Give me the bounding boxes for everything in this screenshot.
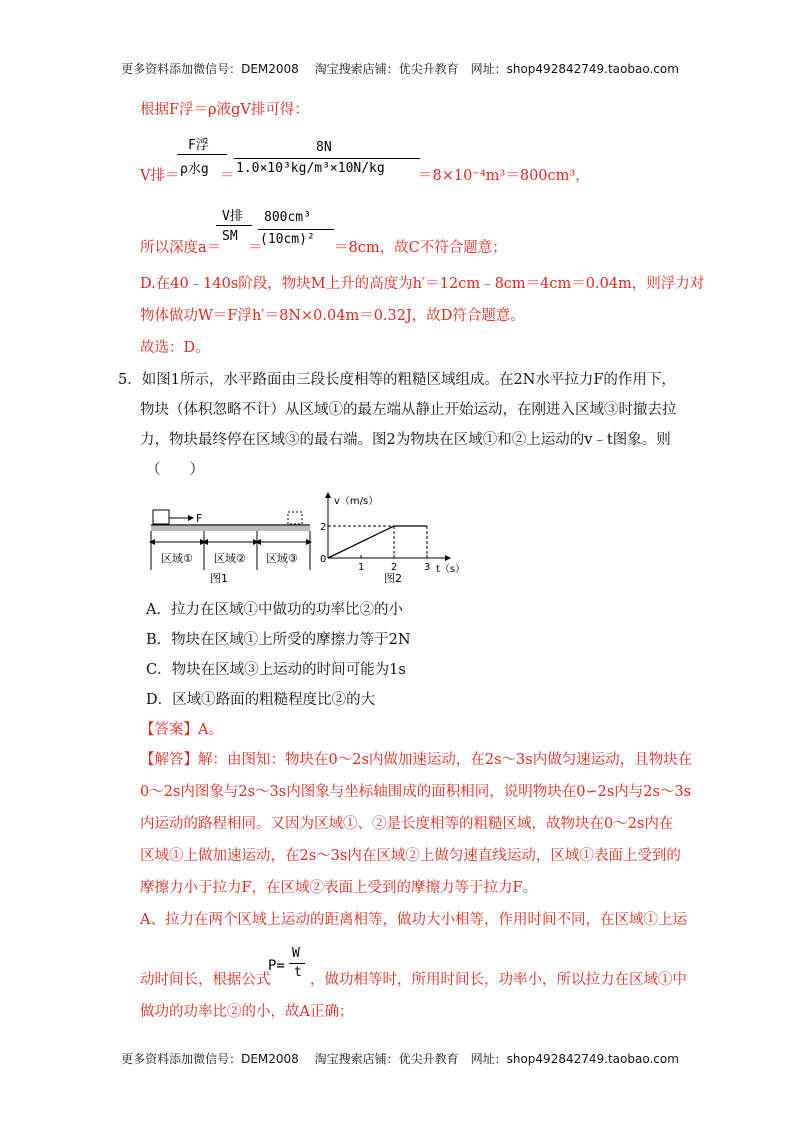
analysis-line-3: 内运动的路程相同。又因为区域①、②是长度相等的粗糙区域，故物块在0～2s内在 [140, 816, 674, 832]
x-tick-label: 2 [391, 562, 398, 573]
option-d-analysis-1: D.在40﹣140s阶段，物块M上升的高度为h′＝12cm﹣8cm＝4cm＝0.04m，则浮力对 [140, 276, 705, 292]
equals-sign-2: ＝ [248, 240, 263, 256]
zone-2-label: 区域② [214, 552, 246, 565]
frac1-denominator: ρ水g [180, 162, 209, 177]
frac1-numerator: F浮 [188, 138, 209, 153]
frac3-bar [216, 225, 252, 226]
analysis-line-6: A、拉力在两个区域上运动的距离相等，做功大小相等，作用时间不同，在区域①上运 [140, 912, 687, 928]
answer-label: 【答案】A。 [140, 722, 223, 738]
x-axis-arrow [445, 555, 451, 561]
q5-line-2: 物块（体积忽略不计）从区域①的最左端从静止开始运动，在刚进入区域③时撤去拉 [140, 402, 677, 418]
frac2-numerator: 8N [316, 140, 332, 155]
solution-line-buoyancy: 根据F浮＝ρ液gV排可得： [140, 102, 309, 118]
q5-line-1: 5．如图1所示，水平路面由三段长度相等的粗糙区域组成。在2N水平拉力F的作用下， [118, 372, 676, 388]
frac2-denominator: 1.0×10³kg/m³×10N/kg [236, 161, 385, 176]
vt-series-line [328, 526, 427, 558]
frac3-numerator: V排 [222, 209, 243, 224]
force-arrow [188, 515, 194, 521]
option-c: C．物块在区域③上运动的时间可能为1s [146, 662, 406, 678]
q5-blank: （ ） [146, 462, 204, 478]
y-axis-arrow [325, 492, 331, 498]
y-axis-label: v（m/s） [334, 496, 379, 507]
page-footer: 更多资料添加微信号：DEM2008 淘宝搜索店铺：优尖升教育 网址：shop492842749.taobao.com [121, 1052, 679, 1066]
analysis-line-5: 摩擦力小于拉力F，在区域②表面上受到的摩擦力等于拉力F。 [140, 880, 538, 896]
frac1-bar [177, 154, 227, 155]
origin-label: 0 [320, 554, 327, 565]
option-b: B．物块在区域①上所受的摩擦力等于2N [146, 632, 411, 648]
option-d: D．区域①路面的粗糙程度比②的大 [146, 692, 376, 708]
volume-result: ＝8×10⁻⁴m³＝800cm³， [418, 168, 590, 184]
force-label: F [196, 512, 203, 525]
analysis-line-2: 0～2s内图象与2s～3s内图象与坐标轴围成的面积相同，说明物块在0∽2s内与2s～3s [140, 784, 692, 800]
formula-p: P= [268, 958, 285, 974]
figure-2-caption: 图2 [384, 572, 402, 585]
analysis-line-1: 【解答】解：由图知：物块在0～2s内做加速运动，在2s～3s内做匀速运动，且物块在 [140, 752, 693, 768]
formula-denominator: t [294, 965, 302, 980]
figure-area [148, 490, 478, 590]
x-axis-label: t（s） [436, 564, 466, 575]
formula-bar [289, 963, 305, 964]
x-tick-label: 1 [358, 562, 365, 573]
depth-label: 所以深度a＝ [140, 240, 222, 256]
frac4-numerator: 800cm³ [264, 210, 311, 225]
v-label: V排＝ [140, 168, 180, 184]
figure-2-vt-graph [320, 492, 465, 585]
y-tick-label: 2 [320, 522, 327, 533]
zone-1-label: 区域① [161, 552, 193, 565]
q5-line-3: 力，物块最终停在区域③的最右端。图2为物块在区域①和②上运动的v﹣t图象。则 [140, 432, 671, 448]
option-d-analysis-2: 物体做功W＝F浮h′＝8N×0.04m＝0.32J，故D符合题意。 [140, 308, 525, 324]
option-a: A．拉力在区域①中做功的功率比②的小 [146, 602, 403, 618]
equals-sign: ＝ [220, 168, 235, 184]
x-tick-label: 3 [424, 562, 431, 573]
frac2-bar [234, 158, 420, 159]
page-header: 更多资料添加微信号：DEM2008 淘宝搜索店铺：优尖升教育 网址：shop492842749.taobao.com [121, 62, 679, 76]
zone-3-label: 区域③ [266, 552, 298, 565]
frac4-denominator: (10cm)² [260, 232, 315, 247]
choose-answer: 故选：D。 [140, 340, 210, 356]
figure-1-caption: 图1 [210, 572, 228, 585]
block-final-position [288, 512, 302, 524]
analysis-line-7b: ，做功相等时，所用时间长，功率小，所以拉力在区域①中 [310, 972, 687, 988]
analysis-line-4: 区域①上做加速运动，在2s～3s内在区域②上做匀速直线运动，区域①表面上受到的 [140, 848, 681, 864]
frac3-denominator: SM [222, 229, 238, 244]
road-hatch [151, 526, 310, 531]
block [153, 510, 169, 524]
analysis-line-8: 做功的功率比②的小，故A正确； [140, 1004, 354, 1020]
analysis-line-7a: 动时间长，根据公式 [140, 972, 271, 988]
depth-result: ＝8cm，故C不符合题意； [334, 240, 507, 256]
formula-numerator: W [292, 946, 300, 961]
frac4-bar [258, 229, 334, 230]
figure-1 [151, 510, 310, 585]
